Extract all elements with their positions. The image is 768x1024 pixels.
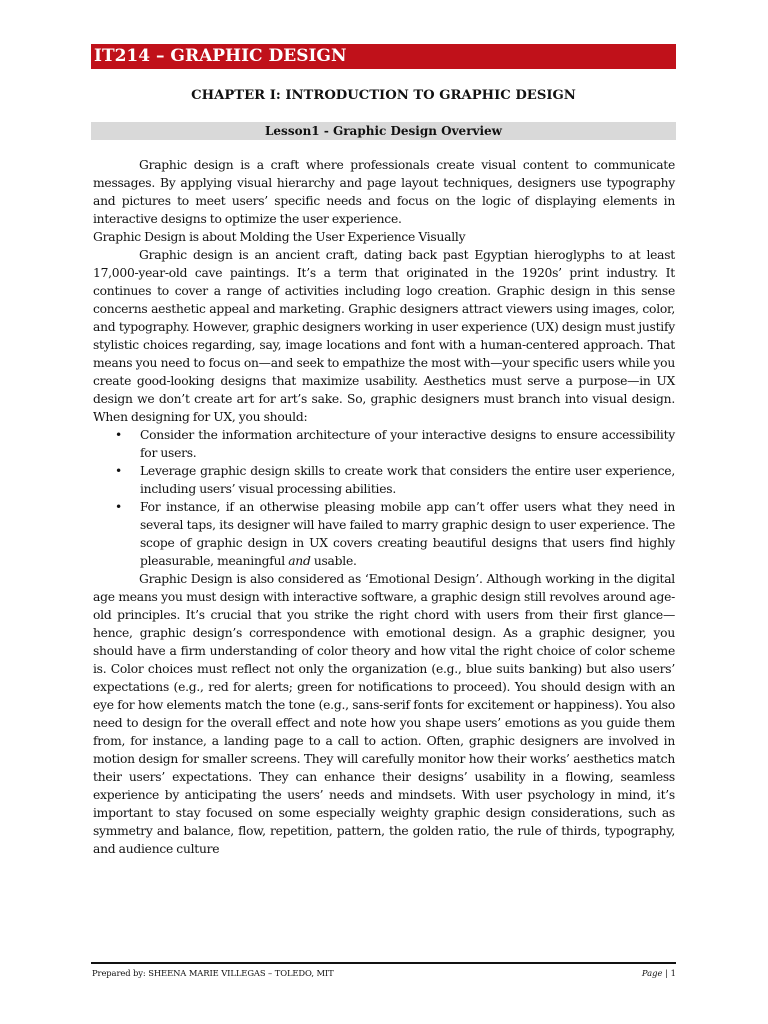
bullet-icon: • (115, 428, 123, 442)
paragraph-intro: Graphic design is a craft where professionals create visual content to communicate messages. By applying visual hierarchy and page layout techniques, designers use typography and pictures to meet users’ specific needs and focus on the logic of displaying elements in interactive designs to optimize the user experience. (93, 158, 675, 226)
chapter-title: CHAPTER I: INTRODUCTION TO GRAPHIC DESIGN (191, 88, 576, 103)
emphasis-and: and (288, 554, 311, 568)
bullet-icon: • (115, 500, 123, 514)
page-separator: | (665, 968, 668, 978)
list-item (93, 426, 675, 462)
paragraph-emotional-design: Graphic Design is also considered as ‘Emotional Design’. Although working in the digital age means you must design with interactive software, a graphic design still revolves around age-old principles. It’s crucial that you strike the right chord with users from their first glance—hence, graphic design’s correspondence with emotional design. As a graphic designer, you should have a firm understanding of color theory and how vital the right choice of color scheme is. Color choices must reflect not only the organization (e.g., blue suits banking) but also users’ expectations (e.g., red for alerts; green for notifications to proceed). You should design with an eye for how elements match the tone (e.g., sans-serif fonts for excitement or happiness). You also need to design for the overall effect and note how you shape users’ emotions as you guide them from, for instance, a landing page to a call to action. Often, graphic designers are involved in motion design for smaller screens. They will carefully monitor how their works’ aesthetics match their users’ expectations. They can enhance their designs’ usability in a flowing, seamless experience by anticipating the users’ needs and mindsets. With user psychology in mind, it’s important to stay focused on some especially weighty graphic design considerations, such as symmetry and balance, flow, repetition, pattern, the golden ratio, the rule of thirds, typography, and audience culture (93, 572, 675, 856)
lesson-title-bar: Lesson1 - Graphic Design Overview (91, 122, 676, 140)
section-heading-molding: Graphic Design is about Molding the User Experience Visually (93, 230, 466, 244)
bullet-icon: • (115, 464, 123, 478)
paragraph-ancient-craft: Graphic design is an ancient craft, dating back past Egyptian hieroglyphs to at least 17,000-year-old cave paintings. It’s a term that originated in the 1920s’ print industry. It continues to cover a range of activities including logo creation. Graphic design in this sense concerns aesthetic appeal and marketing. Graphic designers attract viewers using images, color, and typography. However, graphic designers working in user experience (UX) design must justify stylistic choices regarding, say, image locations and font with a human-centered approach. That means you need to focus on—and seek to empathize the most with—your specific users while you create good-looking designs that maximize usability. Aesthetics must serve a purpose—in UX design we don’t create art for art’s sake. So, graphic designers must branch into visual design. When designing for UX, you should: (93, 248, 675, 424)
course-title-banner: IT214 – GRAPHIC DESIGN (91, 44, 676, 69)
footer-page-number (642, 967, 676, 979)
footer-author: Prepared by: SHEENA MARIE VILLEGAS – TOLEDO, MIT (92, 968, 334, 978)
page-label: Page (641, 968, 663, 978)
ux-bullet-list (93, 426, 675, 570)
document-body (93, 156, 675, 858)
list-item-text: Leverage graphic design skills to create work that considers the entire user experience, including users’ visual processing abilities. (140, 464, 675, 496)
list-item-text: Consider the information architecture of your interactive designs to ensure accessibility for users. (140, 428, 675, 460)
page-number: 1 (670, 968, 676, 978)
list-item (93, 498, 675, 570)
list-item-text-end: usable. (313, 554, 357, 568)
list-item-text: For instance, if an otherwise pleasing mobile app can’t offer users what they need in several taps, its designer will have failed to marry graphic design to user experience. The scope of graphic design in UX covers creating beautiful designs that users find highly pleasurable, meaningful (140, 500, 675, 568)
footer-divider (91, 962, 676, 964)
list-item (93, 462, 675, 498)
